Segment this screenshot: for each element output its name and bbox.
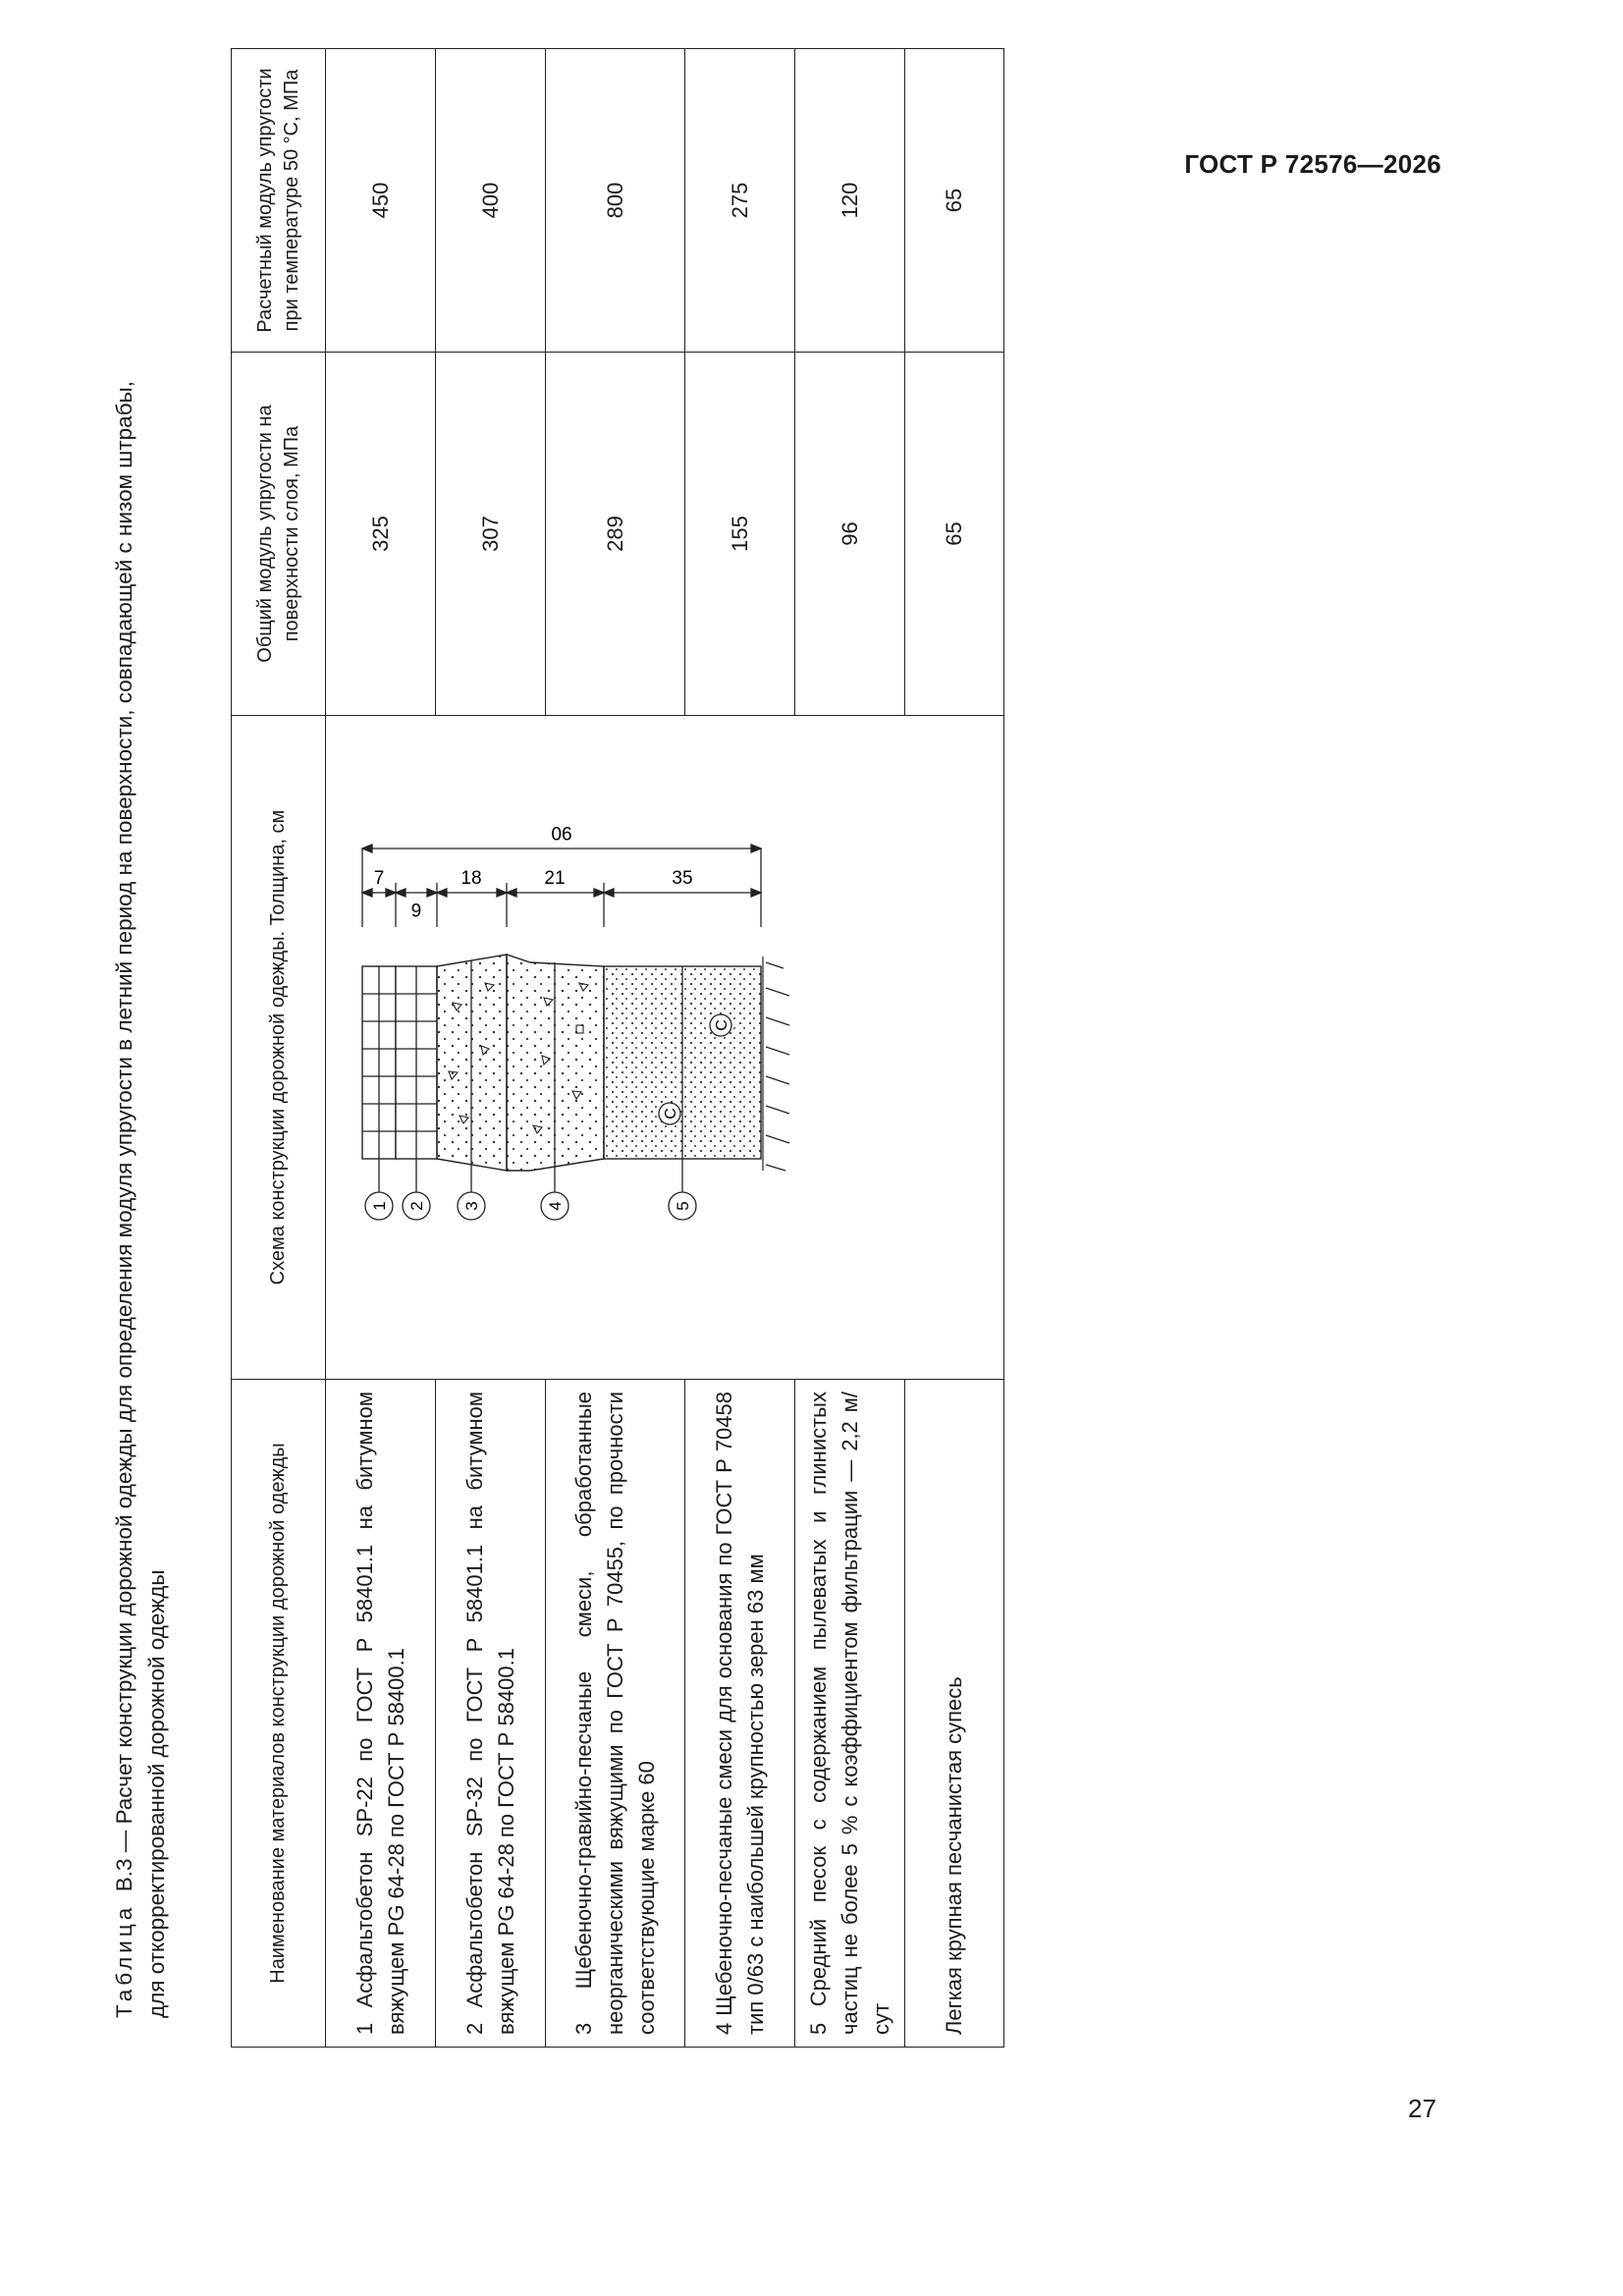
page-number: 27	[1408, 2094, 1436, 2123]
pavement-schema-cell	[326, 716, 1004, 1380]
layer-number-3: 3	[462, 1201, 481, 1211]
pavement-table	[231, 48, 1004, 2048]
rotated-table-page	[108, 0, 992, 2092]
layer-number-1: 1	[370, 1201, 389, 1211]
row-6-name: Легкая крупная песчанистая супесь	[905, 1380, 1004, 2048]
header-design-modulus: Расчетный модуль упругости при температуре 50 °С, МПа	[232, 49, 326, 353]
row-3-name: 3 Щебеночно-гравийно-песчаные смеси, обработанные неорганическими вяжущими по ГОСТ Р 70455, по прочности соответствующие марке 60	[546, 1380, 685, 2048]
row-2-surface-modulus: 307	[436, 353, 546, 716]
caption-text-2: для откорректированной дорожной одежды	[144, 1569, 169, 2018]
row-1-name: 1 Асфальтобетон SP-22 по ГОСТ Р 58401.1 на битумном вяжущем PG 64-28 по ГОСТ Р 58400.1	[326, 1380, 436, 2048]
thickness-2: 6	[410, 899, 422, 919]
row-3-surface-modulus: 289	[546, 353, 685, 716]
thickness-5: 35	[672, 868, 693, 889]
table-header-row	[232, 49, 326, 2048]
thickness-4: 21	[544, 868, 566, 889]
row-4-design-modulus: 275	[685, 49, 795, 353]
subgrade-hatch	[763, 957, 789, 1171]
row-6-surface-modulus: 65	[905, 353, 1004, 716]
row-1-design-modulus: 450	[326, 49, 436, 353]
row-2-name: 2 Асфальтобетон SP-32 по ГОСТ Р 58401.1 на битумном вяжущем PG 64-28 по ГОСТ Р 58400.1	[436, 1380, 546, 2048]
table-caption	[108, 54, 173, 2018]
thickness-3: 18	[460, 868, 482, 889]
layer-number-4: 4	[546, 1201, 565, 1211]
caption-text: В.3 — Расчет конструкции дорожной одежды для определения модуля упругости в летний период на поверхности, совпадающей с низом штрабы,	[112, 380, 136, 1892]
row-1-surface-modulus: 325	[326, 353, 436, 716]
row-4-surface-modulus: 155	[685, 353, 795, 716]
table-row	[326, 49, 436, 2048]
row-4-name: 4 Щебеночно-песчаные смеси для основания по ГОСТ Р 70458 тип 0/63 с наибольшей крупностью зерен 63 мм	[685, 1380, 795, 2048]
header-surface-modulus: Общий модуль упругости на поверхности слоя, МПа	[232, 353, 326, 716]
sand-symbol-1: C	[663, 1108, 679, 1120]
document-code: ГОСТ Р 72576—2026	[1184, 149, 1441, 179]
row-5-surface-modulus: 96	[795, 353, 905, 716]
header-materials: Наименование материалов конструкции дорожной одежды	[232, 1380, 326, 2048]
layer-number-2: 2	[407, 1201, 426, 1211]
row-5-name: 5 Средний песок с содержанием пылеватых и глинистых частиц не более 5 % с коэффициентом фильтрации — 2,2 м/сут	[795, 1380, 905, 2048]
row-3-design-modulus: 800	[546, 49, 685, 353]
sand-symbol-2: C	[714, 1019, 730, 1031]
header-schema: Схема конструкции дорожной одежды. Толщина, см	[232, 716, 326, 1380]
row-6-design-modulus: 65	[905, 49, 1004, 353]
total-thickness: 90	[551, 822, 572, 843]
thickness-1: 7	[373, 868, 385, 889]
row-2-design-modulus: 400	[436, 49, 546, 353]
row-5-design-modulus: 120	[795, 49, 905, 353]
pavement-schema-diagram	[326, 715, 1004, 1379]
layer-number-5: 5	[674, 1201, 692, 1211]
caption-prefix: Таблица	[112, 1903, 136, 2018]
